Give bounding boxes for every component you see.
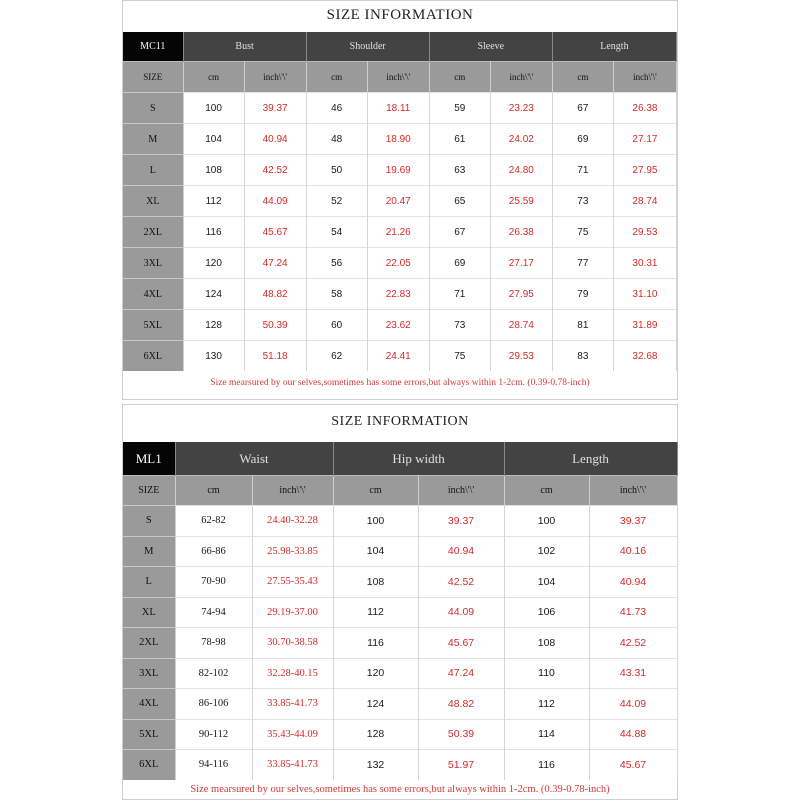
inch-value-cell: 47.24 [244, 248, 306, 279]
size-label: 2XL [123, 217, 183, 248]
inch-value-cell: 18.11 [367, 93, 429, 124]
cm-value-cell: 132 [333, 750, 418, 780]
table-row [123, 248, 677, 279]
inch-value-cell: 20.47 [367, 186, 429, 217]
inch-value-cell: 28.74 [613, 186, 676, 217]
inch-value-cell: 24.41 [367, 341, 429, 372]
inch-value-cell: 41.73 [589, 597, 677, 628]
inch-value-cell: 27.17 [490, 248, 552, 279]
unit-inch-header: inch\'\' [589, 476, 677, 506]
cm-value-cell: 67 [552, 93, 613, 124]
cm-value-cell: 124 [183, 279, 244, 310]
cm-value-cell: 77 [552, 248, 613, 279]
table-row [123, 689, 677, 720]
inch-value-cell: 25.98-33.85 [252, 536, 333, 567]
inch-value-cell: 51.97 [418, 750, 504, 780]
inch-value-cell: 24.80 [490, 155, 552, 186]
measurement-note: Size mearsured by our selves,sometimes has some errors,but always within 1-2cm. (0.39-0.78-inch) [190, 784, 610, 795]
cm-value-cell: 83 [552, 341, 613, 372]
unit-inch-header: inch\'\' [490, 62, 552, 93]
inch-value-cell: 48.82 [418, 689, 504, 720]
group-header-hip-width: Hip width [333, 442, 504, 476]
inch-value-cell: 43.31 [589, 658, 677, 689]
cm-value-cell: 71 [429, 279, 490, 310]
model-code: MC11 [123, 32, 183, 62]
inch-value-cell: 33.85-41.73 [252, 750, 333, 780]
cm-value-cell: 102 [504, 536, 589, 567]
inch-value-cell: 39.37 [418, 506, 504, 537]
cm-value-cell: 52 [306, 186, 367, 217]
unit-inch-header: inch\'\' [418, 476, 504, 506]
table-row [123, 279, 677, 310]
size-chart-bottom [122, 404, 678, 800]
cm-value-cell: 90-112 [175, 719, 252, 750]
group-header-row [123, 442, 677, 476]
table-row [123, 124, 677, 155]
inch-value-cell: 24.02 [490, 124, 552, 155]
inch-value-cell: 40.94 [244, 124, 306, 155]
cm-value-cell: 108 [183, 155, 244, 186]
group-header-length: Length [552, 32, 676, 62]
cm-value-cell: 128 [183, 310, 244, 341]
inch-value-cell: 44.09 [589, 689, 677, 720]
chart-title: SIZE INFORMATION [326, 7, 474, 23]
inch-value-cell: 29.53 [490, 341, 552, 372]
group-header-sleeve: Sleeve [429, 32, 552, 62]
inch-value-cell: 22.05 [367, 248, 429, 279]
group-header-waist: Waist [175, 442, 333, 476]
table-row [123, 597, 677, 628]
table-row [123, 719, 677, 750]
table-row [123, 217, 677, 248]
cm-value-cell: 116 [504, 750, 589, 780]
cm-value-cell: 62-82 [175, 506, 252, 537]
inch-value-cell: 25.59 [490, 186, 552, 217]
cm-value-cell: 108 [504, 628, 589, 659]
chart-title: SIZE INFORMATION [331, 414, 469, 429]
unit-header-row [123, 476, 677, 506]
cm-value-cell: 86-106 [175, 689, 252, 720]
unit-inch-header: inch\'\' [252, 476, 333, 506]
cm-value-cell: 78-98 [175, 628, 252, 659]
table-row [123, 506, 677, 537]
inch-value-cell: 50.39 [418, 719, 504, 750]
group-header-row [123, 32, 677, 62]
size-label: XL [123, 186, 183, 217]
cm-value-cell: 81 [552, 310, 613, 341]
inch-value-cell: 42.52 [244, 155, 306, 186]
inch-value-cell: 29.53 [613, 217, 676, 248]
inch-value-cell: 33.85-41.73 [252, 689, 333, 720]
cm-value-cell: 65 [429, 186, 490, 217]
cm-value-cell: 67 [429, 217, 490, 248]
inch-value-cell: 42.52 [418, 567, 504, 598]
unit-cm-header: cm [183, 62, 244, 93]
cm-value-cell: 108 [333, 567, 418, 598]
size-table [123, 32, 677, 371]
cm-value-cell: 116 [333, 628, 418, 659]
cm-value-cell: 73 [429, 310, 490, 341]
inch-value-cell: 32.28-40.15 [252, 658, 333, 689]
inch-value-cell: 35.43-44.09 [252, 719, 333, 750]
inch-value-cell: 48.82 [244, 279, 306, 310]
table-row [123, 628, 677, 659]
cm-value-cell: 112 [333, 597, 418, 628]
cm-value-cell: 100 [333, 506, 418, 537]
cm-value-cell: 104 [504, 567, 589, 598]
inch-value-cell: 18.90 [367, 124, 429, 155]
cm-value-cell: 69 [552, 124, 613, 155]
size-label: XL [123, 597, 175, 628]
cm-value-cell: 104 [333, 536, 418, 567]
size-label: 3XL [123, 248, 183, 279]
inch-value-cell: 44.09 [418, 597, 504, 628]
inch-value-cell: 50.39 [244, 310, 306, 341]
inch-value-cell: 40.94 [589, 567, 677, 598]
inch-value-cell: 19.69 [367, 155, 429, 186]
inch-value-cell: 26.38 [613, 93, 676, 124]
size-label: 4XL [123, 689, 175, 720]
inch-value-cell: 27.55-35.43 [252, 567, 333, 598]
inch-value-cell: 28.74 [490, 310, 552, 341]
cm-value-cell: 60 [306, 310, 367, 341]
inch-value-cell: 22.83 [367, 279, 429, 310]
inch-value-cell: 47.24 [418, 658, 504, 689]
cm-value-cell: 74-94 [175, 597, 252, 628]
size-label: L [123, 155, 183, 186]
inch-value-cell: 31.10 [613, 279, 676, 310]
group-header-bust: Bust [183, 32, 306, 62]
cm-value-cell: 79 [552, 279, 613, 310]
cm-value-cell: 100 [183, 93, 244, 124]
inch-value-cell: 30.70-38.58 [252, 628, 333, 659]
size-label: 5XL [123, 719, 175, 750]
inch-value-cell: 26.38 [490, 217, 552, 248]
inch-value-cell: 27.95 [613, 155, 676, 186]
table-row [123, 750, 677, 780]
measurement-note: Size mearsured by our selves,sometimes has some errors,but always within 1-2cm. (0.39-0.78-inch) [210, 378, 590, 388]
cm-value-cell: 112 [504, 689, 589, 720]
size-chart-top [122, 0, 678, 400]
cm-value-cell: 70-90 [175, 567, 252, 598]
cm-value-cell: 50 [306, 155, 367, 186]
cm-value-cell: 120 [183, 248, 244, 279]
inch-value-cell: 29.19-37.00 [252, 597, 333, 628]
unit-cm-header: cm [306, 62, 367, 93]
cm-value-cell: 71 [552, 155, 613, 186]
inch-value-cell: 51.18 [244, 341, 306, 372]
inch-value-cell: 24.40-32.28 [252, 506, 333, 537]
cm-value-cell: 100 [504, 506, 589, 537]
unit-cm-header: cm [504, 476, 589, 506]
unit-cm-header: cm [175, 476, 252, 506]
cm-value-cell: 114 [504, 719, 589, 750]
group-header-length: Length [504, 442, 677, 476]
size-table [123, 442, 678, 780]
inch-value-cell: 45.67 [589, 750, 677, 780]
unit-cm-header: cm [429, 62, 490, 93]
size-label: 6XL [123, 341, 183, 372]
size-label: 4XL [123, 279, 183, 310]
inch-value-cell: 45.67 [244, 217, 306, 248]
inch-value-cell: 39.37 [244, 93, 306, 124]
table-row [123, 93, 677, 124]
table-row [123, 155, 677, 186]
size-label: 3XL [123, 658, 175, 689]
inch-value-cell: 40.16 [589, 536, 677, 567]
inch-value-cell: 31.89 [613, 310, 676, 341]
table-row [123, 186, 677, 217]
cm-value-cell: 58 [306, 279, 367, 310]
cm-value-cell: 46 [306, 93, 367, 124]
cm-value-cell: 54 [306, 217, 367, 248]
cm-value-cell: 104 [183, 124, 244, 155]
cm-value-cell: 59 [429, 93, 490, 124]
cm-value-cell: 94-116 [175, 750, 252, 780]
unit-cm-header: cm [552, 62, 613, 93]
size-column-header: SIZE [123, 62, 183, 93]
size-label: M [123, 536, 175, 567]
size-label: S [123, 93, 183, 124]
unit-inch-header: inch\'\' [244, 62, 306, 93]
inch-value-cell: 44.88 [589, 719, 677, 750]
inch-value-cell: 21.26 [367, 217, 429, 248]
inch-value-cell: 23.62 [367, 310, 429, 341]
cm-value-cell: 106 [504, 597, 589, 628]
inch-value-cell: 32.68 [613, 341, 676, 372]
cm-value-cell: 120 [333, 658, 418, 689]
inch-value-cell: 40.94 [418, 536, 504, 567]
table-row [123, 341, 677, 372]
inch-value-cell: 23.23 [490, 93, 552, 124]
size-label: 2XL [123, 628, 175, 659]
table-row [123, 536, 677, 567]
table-row [123, 658, 677, 689]
cm-value-cell: 82-102 [175, 658, 252, 689]
size-label: 6XL [123, 750, 175, 780]
group-header-shoulder: Shoulder [306, 32, 429, 62]
cm-value-cell: 66-86 [175, 536, 252, 567]
cm-value-cell: 73 [552, 186, 613, 217]
size-column-header: SIZE [123, 476, 175, 506]
cm-value-cell: 124 [333, 689, 418, 720]
inch-value-cell: 45.67 [418, 628, 504, 659]
unit-header-row [123, 62, 677, 93]
cm-value-cell: 56 [306, 248, 367, 279]
table-row [123, 567, 677, 598]
cm-value-cell: 75 [552, 217, 613, 248]
inch-value-cell: 27.95 [490, 279, 552, 310]
model-code: ML1 [123, 442, 175, 476]
cm-value-cell: 110 [504, 658, 589, 689]
inch-value-cell: 30.31 [613, 248, 676, 279]
cm-value-cell: 62 [306, 341, 367, 372]
cm-value-cell: 69 [429, 248, 490, 279]
unit-cm-header: cm [333, 476, 418, 506]
size-label: 5XL [123, 310, 183, 341]
cm-value-cell: 63 [429, 155, 490, 186]
cm-value-cell: 130 [183, 341, 244, 372]
inch-value-cell: 42.52 [589, 628, 677, 659]
table-row [123, 310, 677, 341]
inch-value-cell: 39.37 [589, 506, 677, 537]
unit-inch-header: inch\'\' [613, 62, 676, 93]
cm-value-cell: 48 [306, 124, 367, 155]
cm-value-cell: 116 [183, 217, 244, 248]
cm-value-cell: 61 [429, 124, 490, 155]
size-label: S [123, 506, 175, 537]
cm-value-cell: 75 [429, 341, 490, 372]
unit-inch-header: inch\'\' [367, 62, 429, 93]
size-label: L [123, 567, 175, 598]
inch-value-cell: 27.17 [613, 124, 676, 155]
cm-value-cell: 112 [183, 186, 244, 217]
cm-value-cell: 128 [333, 719, 418, 750]
inch-value-cell: 44.09 [244, 186, 306, 217]
size-label: M [123, 124, 183, 155]
